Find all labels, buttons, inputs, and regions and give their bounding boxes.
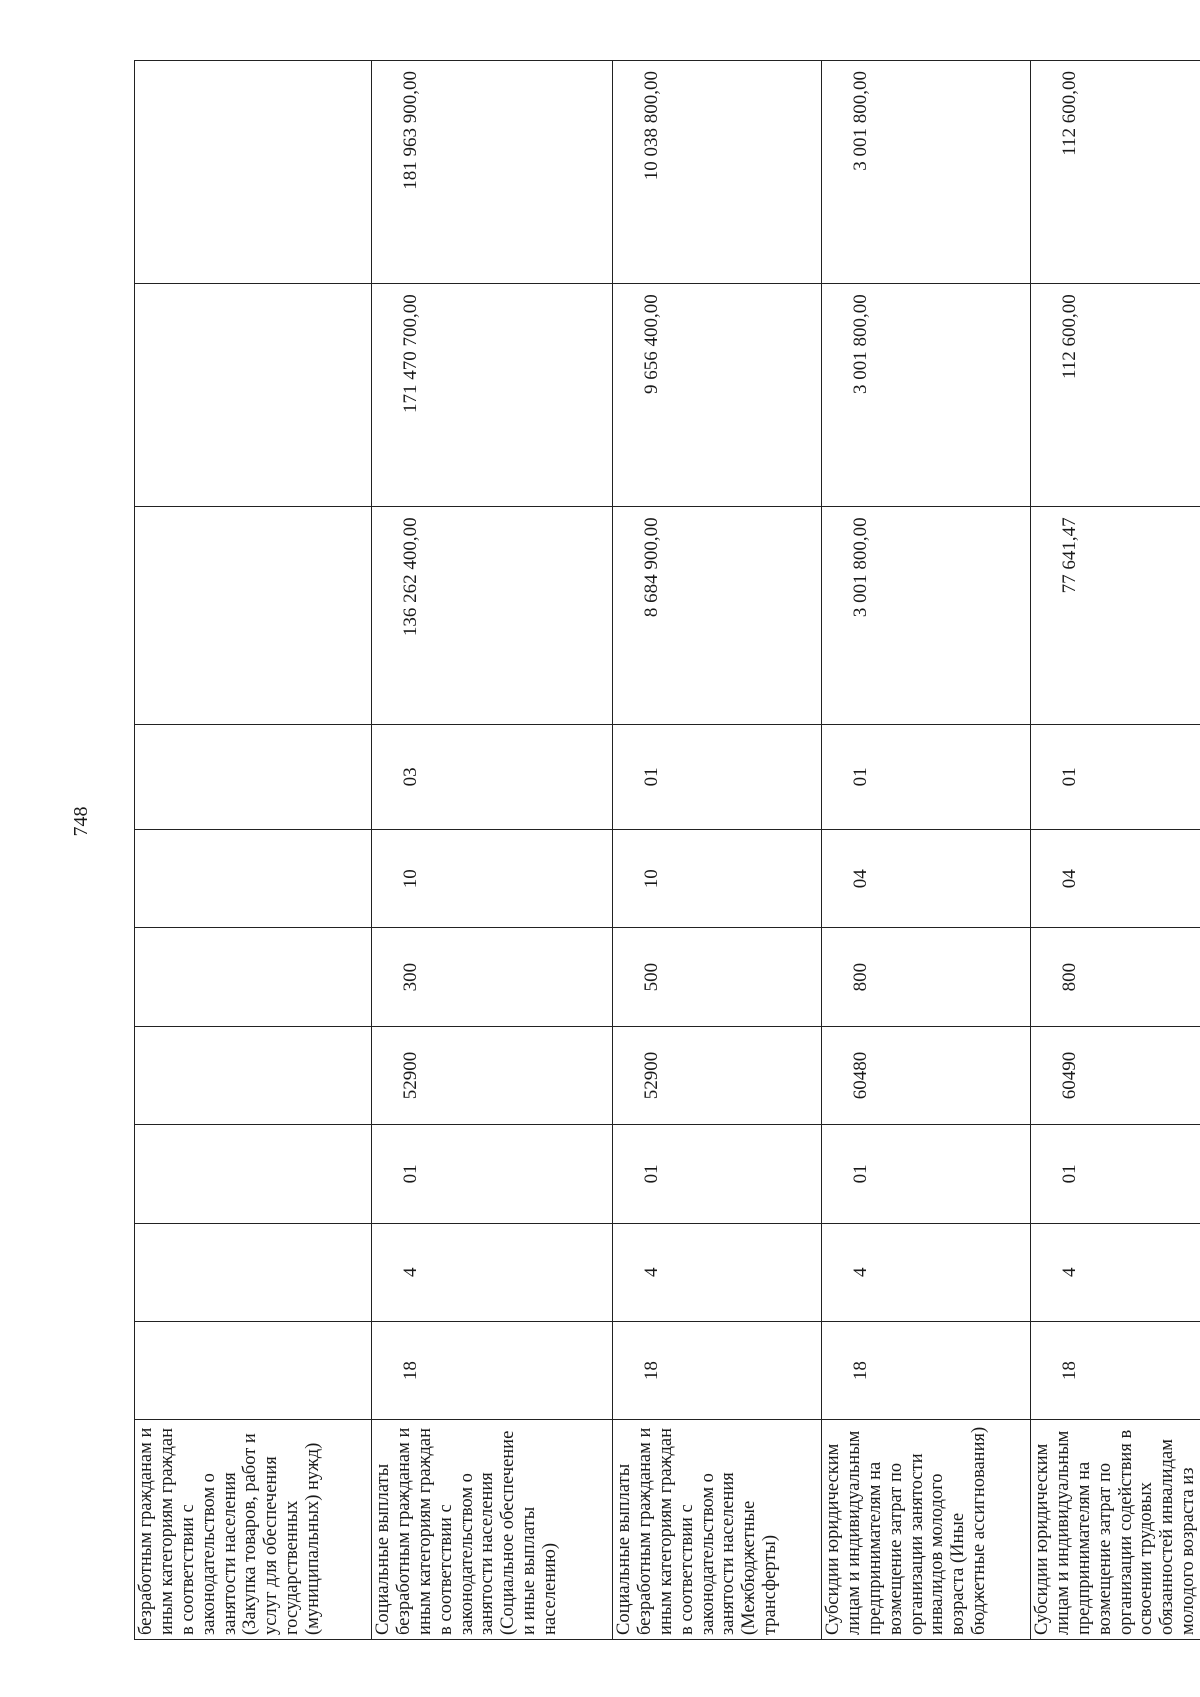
cell-amount-1: 77 641,47 — [1031, 507, 1200, 724]
cell-code-1: 18 — [372, 1321, 613, 1419]
cell-code-5: 500 — [613, 928, 822, 1026]
table-row — [1031, 61, 1200, 1640]
cell-code-1: 18 — [1031, 1321, 1200, 1419]
cell-amount-2: 3 001 800,00 — [822, 284, 1031, 507]
cell-amount-1: 8 684 900,00 — [613, 507, 822, 724]
cell-code-6 — [135, 829, 372, 927]
row-description: Субсидии юридическим лицам и индивидуальным предпринимателям на возмещение затрат по организации занятости инвалидов молодого возраста (Иные бюджетные ассигнования) — [822, 1420, 1031, 1640]
cell-code-7: 03 — [372, 724, 613, 829]
row-description: Социальные выплаты безработным гражданам и иным категориям граждан в соответствии с законодательством о занятости населения (Социальное обеспечение и иные выплаты населению) — [372, 1420, 613, 1640]
cell-code-6: 10 — [372, 829, 613, 927]
budget-table — [134, 60, 1200, 1640]
cell-code-6: 10 — [613, 829, 822, 927]
cell-code-6: 04 — [822, 829, 1031, 927]
cell-code-3: 01 — [1031, 1125, 1200, 1223]
row-description: Субсидии юридическим лицам и индивидуальным предпринимателям на возмещение затрат по организации содействия в освоении трудовых обязанностей инвалидам молодого возраста из — [1031, 1420, 1200, 1640]
table-row — [372, 61, 613, 1640]
cell-amount-3: 112 600,00 — [1031, 61, 1200, 284]
cell-code-5: 800 — [822, 928, 1031, 1026]
cell-code-1: 18 — [613, 1321, 822, 1419]
cell-code-1: 18 — [822, 1321, 1031, 1419]
cell-code-5: 800 — [1031, 928, 1200, 1026]
cell-amount-3: 10 038 800,00 — [613, 61, 822, 284]
cell-code-7: 01 — [822, 724, 1031, 829]
cell-code-4: 60490 — [1031, 1026, 1200, 1124]
cell-code-5: 300 — [372, 928, 613, 1026]
cell-code-4: 52900 — [613, 1026, 822, 1124]
cell-code-5 — [135, 928, 372, 1026]
cell-amount-2 — [135, 284, 372, 507]
cell-code-2: 4 — [1031, 1223, 1200, 1321]
cell-code-2: 4 — [822, 1223, 1031, 1321]
table-row — [135, 61, 372, 1640]
cell-code-3: 01 — [822, 1125, 1031, 1223]
cell-amount-1: 136 262 400,00 — [372, 507, 613, 724]
cell-amount-3 — [135, 61, 372, 284]
cell-amount-3: 3 001 800,00 — [822, 61, 1031, 284]
cell-code-3: 01 — [613, 1125, 822, 1223]
table-row — [822, 61, 1031, 1640]
cell-code-1 — [135, 1321, 372, 1419]
table-row — [613, 61, 822, 1640]
budget-table-rotated — [134, 60, 1199, 1640]
row-description: Социальные выплаты безработным гражданам и иным категориям граждан в соответствии с законодательством о занятости населения (Межбюджетные трансферты) — [613, 1420, 822, 1640]
cell-amount-2: 9 656 400,00 — [613, 284, 822, 507]
cell-code-7 — [135, 724, 372, 829]
cell-code-4 — [135, 1026, 372, 1124]
page-number: 748 — [70, 806, 92, 837]
cell-code-4: 52900 — [372, 1026, 613, 1124]
cell-code-7: 01 — [613, 724, 822, 829]
cell-amount-2: 171 470 700,00 — [372, 284, 613, 507]
cell-code-2 — [135, 1223, 372, 1321]
cell-code-2: 4 — [372, 1223, 613, 1321]
cell-code-6: 04 — [1031, 829, 1200, 927]
cell-amount-1 — [135, 507, 372, 724]
cell-code-3 — [135, 1125, 372, 1223]
cell-amount-1: 3 001 800,00 — [822, 507, 1031, 724]
cell-amount-3: 181 963 900,00 — [372, 61, 613, 284]
cell-code-2: 4 — [613, 1223, 822, 1321]
row-description: безработным гражданам и иным категориям граждан в соответствии с законодательством о занятости населения (Закупка товаров, работ и услуг для обеспечения государственных (муниципальных) нужд) — [135, 1420, 372, 1640]
cell-amount-2: 112 600,00 — [1031, 284, 1200, 507]
cell-code-3: 01 — [372, 1125, 613, 1223]
cell-code-7: 01 — [1031, 724, 1200, 829]
cell-code-4: 60480 — [822, 1026, 1031, 1124]
